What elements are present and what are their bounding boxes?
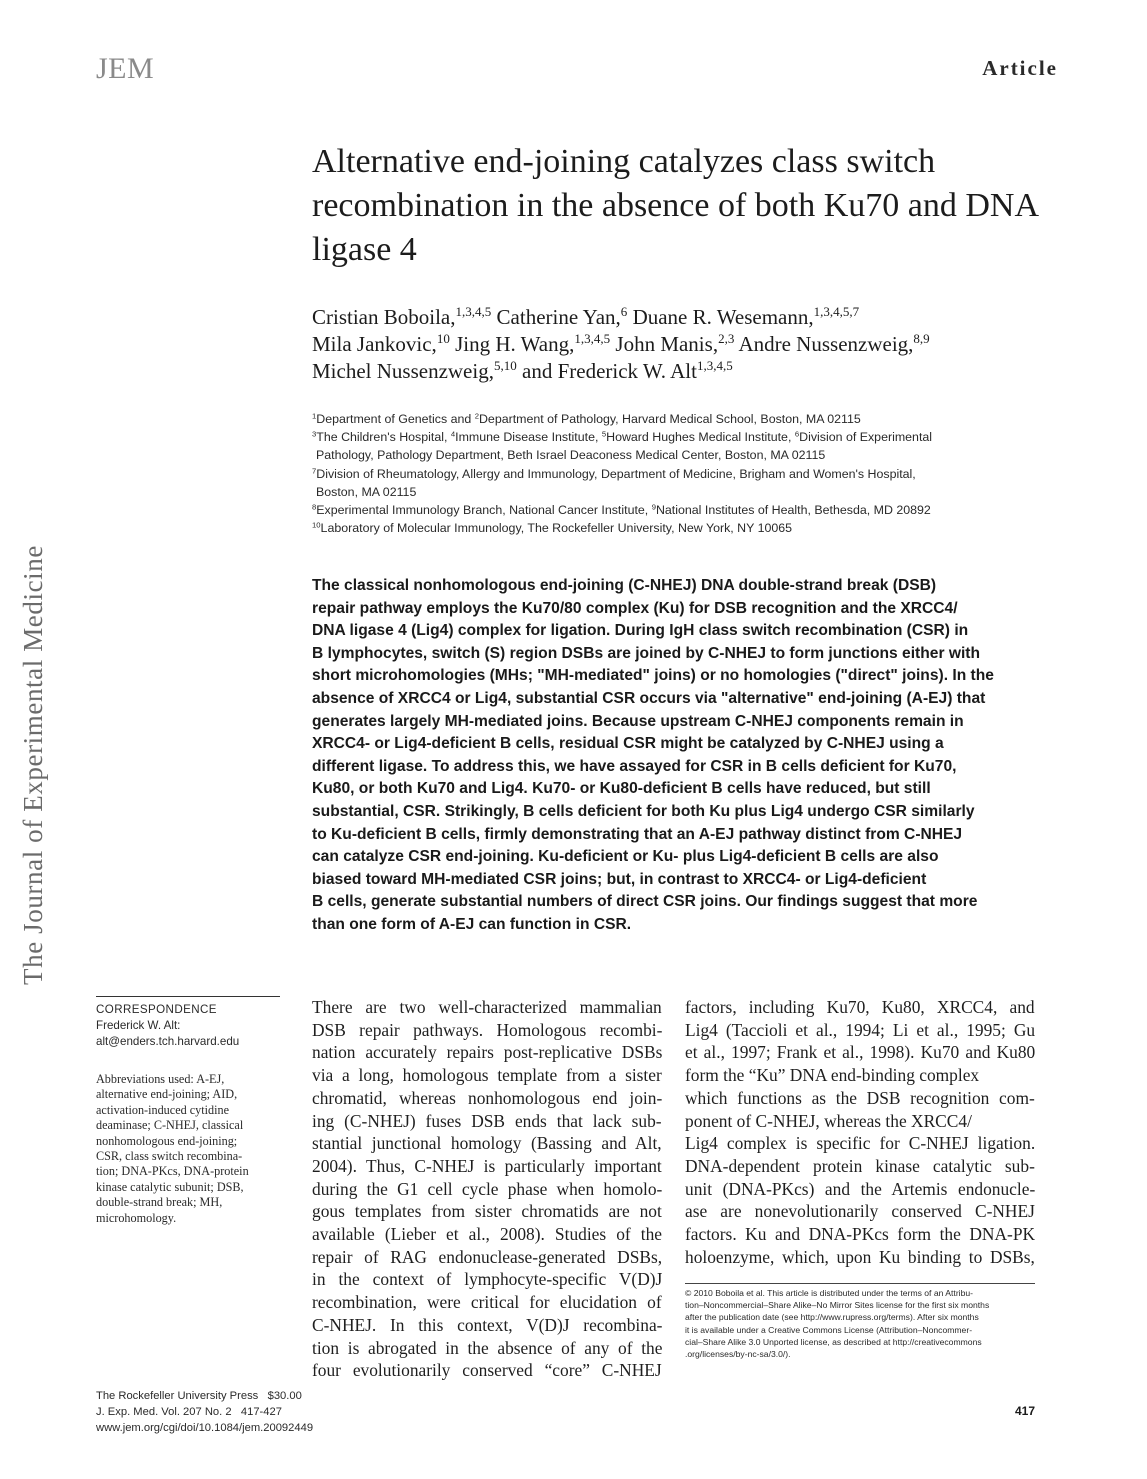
abbreviations-line: tion; DNA-PKcs, DNA-protein xyxy=(96,1164,249,1179)
body-text-line: DSB repair pathways. Homologous recombi- xyxy=(312,1019,663,1040)
body-text-line: Lig4 (Taccioli et al., 1994; Li et al., 1995; Gu xyxy=(685,1019,1036,1040)
license-line: cial–Share Alike 3.0 Unported license, as described at http://creativecommons xyxy=(685,1336,982,1347)
body-text-line: DNA-dependent protein kinase catalytic sub- xyxy=(685,1155,1035,1176)
body-text-line: ing (C-NHEJ) fuses DSB ends that lack sub- xyxy=(312,1110,662,1131)
affiliation-number: 7 xyxy=(312,466,317,475)
license-line: tion–Noncommercial–Share Alike–No Mirror Sites license for the first six months xyxy=(685,1300,990,1311)
abstract-line: different ligase. To address this, we have assayed for CSR in B cells deficient for Ku70, xyxy=(312,757,957,775)
abstract-line: The classical nonhomologous end-joining (C-NHEJ) DNA double-strand break (DSB) xyxy=(312,577,937,594)
license-note xyxy=(685,1287,1035,1360)
footer-citation: J. Exp. Med. Vol. 207 No. 2 417-427 xyxy=(96,1406,282,1419)
affiliation-number: 9 xyxy=(651,502,656,512)
license-rule xyxy=(685,1283,1035,1284)
abstract-line: Ku80, or both Ku70 and Lig4. Ku70- or Ku80-deficient B cells have reduced, but still xyxy=(312,780,931,798)
body-text-line: chromatid, whereas nonhomologous end join- xyxy=(312,1087,663,1108)
author-affiliation-marks: 5,10 xyxy=(493,358,517,374)
affiliation-line xyxy=(312,501,1052,519)
author-name: and Frederick W. Alt xyxy=(522,359,697,383)
footer-doi-link[interactable]: www.jem.org/cgi/doi/10.1084/jem.20092449 xyxy=(96,1422,314,1435)
affiliation-text: Experimental Immunology Branch, National Cancer Institute, xyxy=(316,503,652,518)
affiliation-number: 1 xyxy=(312,411,317,421)
abbreviations-line: microhomology. xyxy=(96,1210,177,1225)
body-text-line: in the context of lymphocyte-specific V(D)J xyxy=(312,1269,663,1290)
author-name: Duane R. Wesemann, xyxy=(632,305,814,329)
body-text-line: tion is abrogated in the absence of any of the xyxy=(312,1337,663,1358)
affiliation-text: Division of Rheumatology, Allergy and Immunology, Department of Medicine, Brigham and Women's Hospital, xyxy=(316,466,916,481)
body-text-line: There are two well-characterized mammalian xyxy=(312,997,662,1017)
affiliation-number: 4 xyxy=(450,429,456,439)
affiliation-text: Pathology, Pathology Department, Beth Israel Deaconess Medical Center, Boston, MA 02115 xyxy=(316,448,826,463)
author-list xyxy=(312,304,1052,385)
affiliation-text: Boston, MA 02115 xyxy=(316,484,417,499)
body-text-line: repair of RAG endonuclease-generated DSBs, xyxy=(312,1246,663,1267)
abstract-line: to Ku-deficient B cells, firmly demonstrating that an A-EJ pathway distinct from C-NHEJ xyxy=(312,825,963,843)
license-line: .org/licenses/by-nc-sa/3.0/). xyxy=(685,1349,791,1360)
abstract-line: short microhomologies (MHs; "MH-mediated" joins) or no homologies ("direct" joins). In the xyxy=(312,667,994,685)
abbreviations-line: nonhomologous end-joining; xyxy=(96,1133,238,1148)
body-text-line: C-NHEJ. In this context, V(D)J recombina- xyxy=(312,1314,663,1335)
affiliation-text: The Children's Hospital, xyxy=(316,430,451,445)
abbreviations-line: kinase catalytic subunit; DSB, xyxy=(96,1179,244,1194)
abstract-line: repair pathway employs the Ku70/80 complex (Ku) for DSB recognition and the XRCC4/ xyxy=(312,599,958,617)
author-line xyxy=(312,358,1052,385)
abstract-line: absence of XRCC4 or Lig4, substantial CSR occurs via "alternative" end-joining (A-EJ) that xyxy=(312,689,986,707)
abbreviations-block xyxy=(96,1072,286,1226)
body-text-line: form the “Ku” DNA end-binding complex xyxy=(685,1065,980,1086)
abstract-line: DNA ligase 4 (Lig4) complex for ligation. During IgH class switch recombination (CSR) in xyxy=(312,622,969,640)
publication-footer xyxy=(96,1388,356,1437)
body-text-line: available (Lieber et al., 2008). Studies of the xyxy=(312,1224,662,1245)
affiliation-number: 10 xyxy=(312,520,321,530)
abstract-line: substantial, CSR. Strikingly, B cells deficient for both Ku plus Lig4 undergo CSR similarly xyxy=(312,802,975,820)
body-text-line: unit (DNA-PKcs) and the Artemis endonucle- xyxy=(685,1178,1036,1199)
affiliation-number: 2 xyxy=(474,411,479,421)
author-affiliation-marks: 1,3,4,5,7 xyxy=(813,304,860,320)
abstract-line: generates largely MH-mediated joins. Because upstream C-NHEJ components remain in xyxy=(312,712,964,730)
body-text-line: factors, including Ku70, Ku80, XRCC4, and xyxy=(685,997,1035,1017)
side-journal-name: The Journal of Experimental Medicine xyxy=(18,545,48,985)
abstract-line: XRCC4- or Lig4-deficient B cells, residual CSR might be catalyzed by C-NHEJ using a xyxy=(312,735,944,753)
body-text-line: ase are nonevolutionarily conserved C-NHEJ xyxy=(685,1201,1035,1222)
body-text-line: 2004). Thus, C-NHEJ is particularly important xyxy=(312,1155,662,1176)
body-text-line: Lig4 complex is specific for C-NHEJ ligation. xyxy=(685,1133,1036,1154)
body-text-line: ponent of C-NHEJ, whereas the XRCC4/ xyxy=(685,1110,972,1131)
body-text-line: stantial junctional homology (Bassing and Alt, xyxy=(312,1133,662,1154)
body-column-right xyxy=(685,996,1035,1268)
body-text-line: recombination, were critical for elucidation of xyxy=(312,1292,662,1313)
correspondence-email[interactable]: alt@enders.tch.harvard.edu xyxy=(96,1035,240,1048)
abbreviations-line: double-strand break; MH, xyxy=(96,1195,223,1210)
correspondence-block xyxy=(96,1002,280,1050)
body-column-left xyxy=(312,996,662,1382)
abstract-line: than one form of A-EJ can function in CSR. xyxy=(312,915,632,933)
author-affiliation-marks: 6 xyxy=(620,304,628,320)
affiliation-text: Laboratory of Molecular Immunology, The Rockefeller University, New York, NY 10065 xyxy=(320,521,793,536)
abbreviations-line: alternative end-joining; AID, xyxy=(96,1087,238,1102)
body-text-line: nation accurately repairs post-replicative DSBs xyxy=(312,1042,663,1063)
affiliations xyxy=(312,410,1052,537)
affiliation-number: 6 xyxy=(794,429,800,439)
article-type-label: Article xyxy=(982,56,1058,80)
author-affiliation-marks: 1,3,4,5 xyxy=(455,304,492,320)
license-line: it is available under a Creative Commons License (Attribution–Noncommer- xyxy=(685,1324,973,1335)
author-name: Michel Nussenzweig, xyxy=(312,359,494,383)
affiliation-text: Howard Hughes Medical Institute, xyxy=(606,430,795,445)
body-text-line: during the G1 cell cycle phase when homolo- xyxy=(312,1178,663,1199)
body-text-line: et al., 1997; Frank et al., 1998). Ku70 and Ku80 xyxy=(685,1042,1036,1063)
affiliation-line xyxy=(312,519,1052,537)
author-affiliation-marks: 10 xyxy=(436,331,450,347)
correspondence-heading: CORRESPONDENCE xyxy=(96,1003,217,1016)
abbreviations-line: Abbreviations used: A-EJ, xyxy=(96,1072,225,1086)
body-text-line: holoenzyme, which, upon Ku binding to DSBs, xyxy=(685,1246,1035,1267)
article-title: Alternative end-joining catalyzes class switch recombination in the absence of both Ku70 and DNA ligase 4 xyxy=(312,143,1038,268)
license-line: after the publication date (see http://www.rupress.org/terms). After six months xyxy=(685,1312,979,1323)
body-text-line: via a long, homologous template from a sister xyxy=(312,1065,662,1086)
abstract-line: can catalyze CSR end-joining. Ku-deficient or Ku- plus Lig4-deficient B cells are also xyxy=(312,848,939,866)
body-text-line: gous templates from sister chromatids are not xyxy=(312,1201,662,1222)
author-line xyxy=(312,304,1052,331)
author-affiliation-marks: 8,9 xyxy=(913,331,930,347)
abstract-line: biased toward MH-mediated CSR joins; but, in contrast to XRCC4- or Lig4-deficient xyxy=(312,870,927,888)
correspondence-rule xyxy=(96,996,280,997)
affiliation-text: National Institutes of Health, Bethesda, MD 20892 xyxy=(655,503,931,518)
affiliation-text: Department of Pathology, Harvard Medical School, Boston, MA 02115 xyxy=(478,412,861,426)
body-text-line: four evolutionarily conserved “core” C-NHEJ xyxy=(312,1360,662,1381)
journal-logo: JEM xyxy=(96,52,155,85)
abbreviations-line: activation-induced cytidine xyxy=(96,1102,229,1117)
license-line: © 2010 Boboila et al. This article is distributed under the terms of an Attribu- xyxy=(685,1288,974,1298)
affiliation-line xyxy=(312,465,1052,483)
abbreviations-line: CSR, class switch recombina- xyxy=(96,1149,243,1164)
author-name: Catherine Yan, xyxy=(496,305,621,329)
affiliation-text: Department of Genetics and xyxy=(316,412,475,426)
affiliation-line xyxy=(312,410,1052,428)
author-name: John Manis, xyxy=(615,332,719,356)
affiliation-number: 8 xyxy=(312,502,317,512)
abstract xyxy=(312,575,1052,937)
author-affiliation-marks: 2,3 xyxy=(718,331,735,347)
footer-publisher: The Rockefeller University Press $30.00 xyxy=(96,1390,302,1402)
page-number: 417 xyxy=(1014,1404,1035,1418)
affiliation-number: 5 xyxy=(601,429,607,439)
affiliation-line xyxy=(312,428,1052,446)
affiliation-number: 3 xyxy=(312,429,317,439)
author-line xyxy=(312,331,1052,358)
author-affiliation-marks: 1,3,4,5 xyxy=(574,331,611,347)
author-name: Andre Nussenzweig, xyxy=(738,332,914,356)
correspondence-name: Frederick W. Alt: xyxy=(96,1019,181,1032)
abstract-line: B lymphocytes, switch (S) region DSBs are joined by C-NHEJ to form junctions either with xyxy=(312,644,981,662)
author-name: Mila Jankovic, xyxy=(312,332,437,356)
affiliation-text: Immune Disease Institute, xyxy=(455,430,602,445)
affiliation-line xyxy=(312,446,1052,464)
author-name: Jing H. Wang, xyxy=(455,332,575,356)
abbreviations-line: deaminase; C-NHEJ, classical xyxy=(96,1118,244,1133)
body-text-line: which functions as the DSB recognition com- xyxy=(685,1087,1035,1108)
author-affiliation-marks: 1,3,4,5 xyxy=(696,358,733,374)
affiliation-line xyxy=(312,483,1052,501)
body-text-line: factors. Ku and DNA-PKcs form the DNA-PK xyxy=(685,1224,1036,1245)
abstract-line: B cells, generate substantial numbers of direct CSR joins. Our findings suggest that more xyxy=(312,893,978,911)
affiliation-text: Division of Experimental xyxy=(799,430,933,445)
author-name: Cristian Boboila, xyxy=(312,305,456,329)
